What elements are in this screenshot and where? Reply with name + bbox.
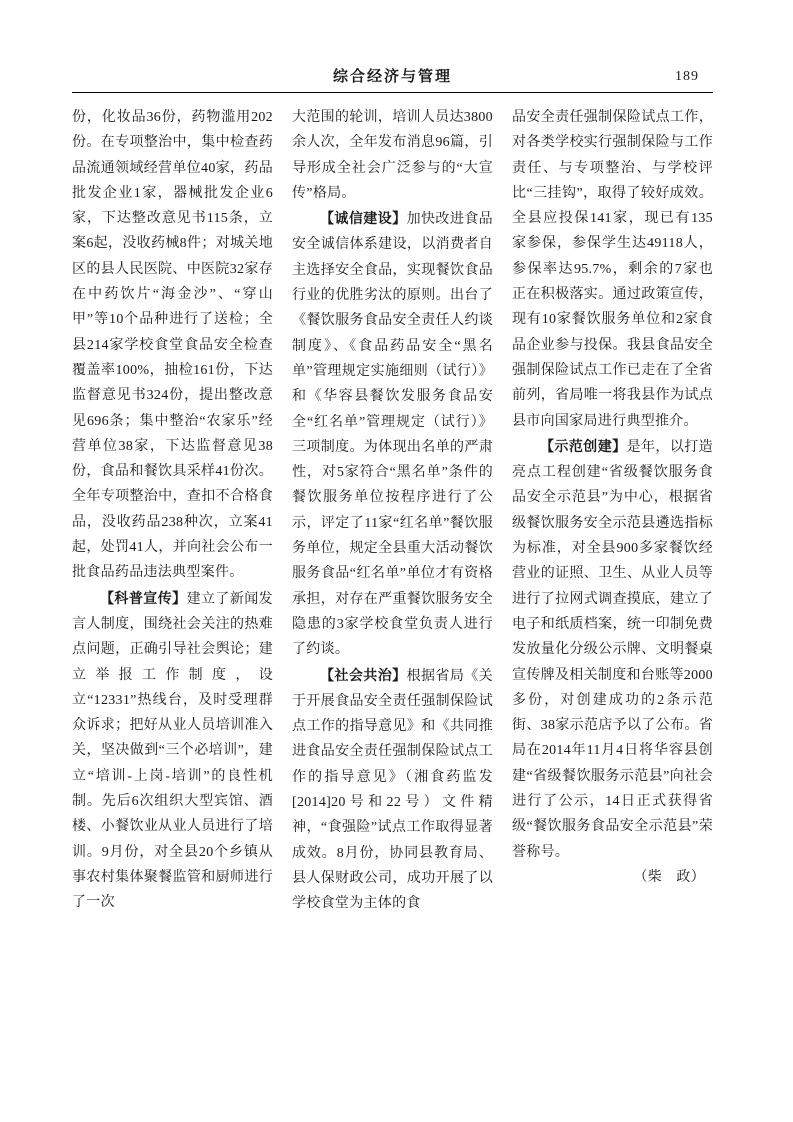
paragraph-text: 根据省局《关于开展食品安全责任强制保险试点工作的指导意见》和《共同推进食品安全责任强制保险试点工作的指导意见》（湘食药监发[2014]20号和22号）文件精神，“食强险”试点工作取得显著成效。8月份，协同县教育局、县人保财政公司，成功开展了以学校食堂为主体的食 <box>292 668 493 912</box>
text-columns <box>72 105 713 917</box>
section-heading: 【科普宣传】 <box>100 589 187 606</box>
page-number: 189 <box>675 69 699 84</box>
text-column-1 <box>72 105 273 917</box>
paragraph-text: 品安全责任强制保险试点工作，对各类学校实行强制保险与工作责任、与专项整治、与学校评比“三挂钩”，取得了较好成效。全县应投保141家，现已有135家参保，参保学生达49118人，参保率达95.7%，剩余的7家也正在积极落实。通过政策宣传，现有10家餐饮服务单位和2家食品企业参与投保。我县食品安全强制保险试点工作已走在了全省前列，省局唯一将我县作为试点县市向国家局进行典型推介。 <box>512 110 713 429</box>
paragraph <box>292 206 493 662</box>
page-header <box>72 66 713 88</box>
text-column-2 <box>292 105 493 917</box>
paragraph <box>292 663 493 917</box>
section-heading: 【社会共治】 <box>320 666 407 683</box>
paragraph-text: 建立了新闻发言人制度，围绕社会关注的热难点问题，正确引导社会舆论；建立举报工作制度，设立“12331”热线台，及时受理群众诉求；把好从业人员培训准入关，坚决做到“三个必培训”，建立“培训-上岗-培训”的良性机制。先后6次组织大型宾馆、酒楼、小餐饮业从业人员进行了培训。9月份，对全县20个乡镇从事农村集体聚餐监管和厨师进行了一次 <box>72 591 273 911</box>
paragraph-text: 是年，以打造亮点工程创建“省级餐饮服务食品安全示范县”为中心，根据省级餐饮服务安全示范县遴选指标为标准，对全县900多家餐饮经营业的证照、卫生、从业人员等进行了拉网式调查摸底，建立了电子和纸质档案，统一印制免费发放量化分级公示牌、文明餐桌宣传牌及相关制度和台账等2000多份，对创建成功的2条示范街、38家示范店予以了公布。省局在2014年11月4日将华容县创建“省级餐饮服务示范县”向社会进行了公示，14日正式获得省级“餐饮服务食品安全示范县”荣誉称号。 <box>512 439 713 860</box>
paragraph-text: 份，化妆品36份，药物滥用202份。在专项整治中，集中检查药品流通领域经营单位40家，药品批发企业1家，器械批发企业6家，下达整改意见书115条，立案6起，没收药械8件；对城关地区的县人民医院、中医院32家存在中药饮片“海金沙”、“穿山甲”等10个品种进行了送检；全县214家学校食堂食品安全检查覆盖率100%，抽检161份，下达监督意见书324份，提出整改意见696条；集中整治“农家乐”经营单位38家，下达监督意见38份，食品和餐饮具采样41份次。全年专项整治中，查扣不合格食品，没收药品238种次，立案41起，处罚41人，并向社会公布一批食品药品违法典型案件。 <box>72 110 273 581</box>
paragraph <box>72 105 273 586</box>
paragraph <box>292 105 493 206</box>
section-heading: 【诚信建设】 <box>320 210 407 227</box>
paragraph <box>72 586 273 916</box>
paragraph-text: 加快改进食品安全诚信体系建设，以消费者自主选择安全食品，实现餐饮食品行业的优胜劣汰的原则。出台了《餐饮服务食品安全责任人约谈制度》、《食品药品安全“黑名单”管理规定实施细则（试行）》和《华容县餐饮发服务食品安全“红名单”管理规定（试行）》三项制度。为体现出名单的严肃性，对5家符合“黑名单”条件的餐饮服务单位按程序进行了公示，评定了11家“红名单”餐饮服务单位，规定全县重大活动餐饮服务食品“红名单”单位才有资格承担，对存在严重餐饮服务安全隐患的3家学校食堂负责人进行了约谈。 <box>292 212 493 658</box>
paragraph-text: 大范围的轮训，培训人员达3800余人次，全年发布消息96篇，引导形成全社会广泛参与的“大宣传”格局。 <box>292 110 493 201</box>
page-title: 综合经济与管理 <box>332 69 452 85</box>
header-divider <box>72 92 713 93</box>
section-heading: 【示范创建】 <box>540 437 627 454</box>
text-column-3 <box>512 105 713 917</box>
paragraph <box>512 105 713 434</box>
author-signature: （柴 政） <box>633 869 705 885</box>
page-content <box>72 66 713 917</box>
paragraph <box>512 434 713 865</box>
